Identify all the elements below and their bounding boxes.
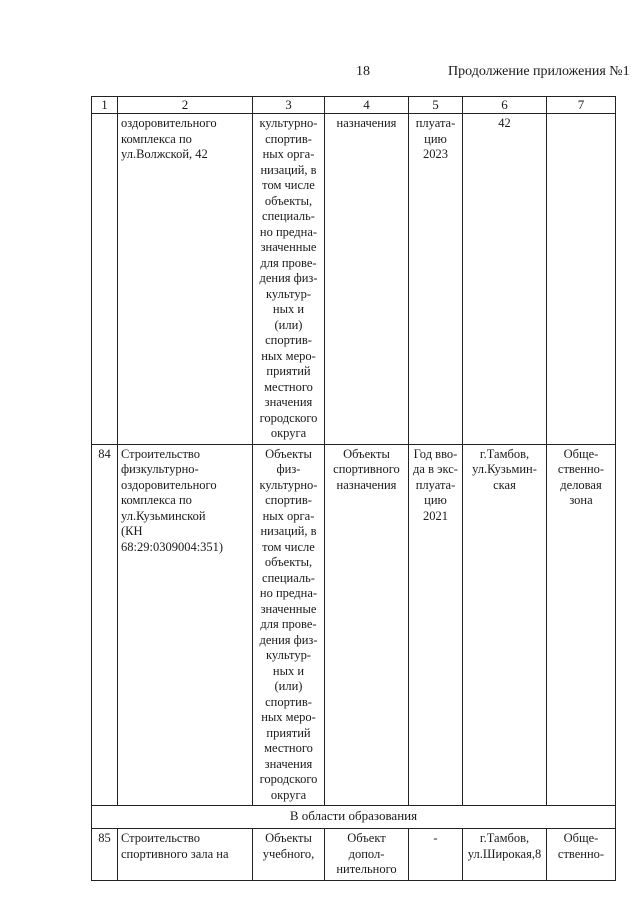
page-number: 18 bbox=[356, 64, 370, 79]
term-cell: Год вво- да в экс- плуата- цию 2021 bbox=[409, 444, 463, 806]
column-header: 2 bbox=[118, 97, 253, 114]
table-row bbox=[92, 829, 616, 881]
column-header: 1 bbox=[92, 97, 118, 114]
column-header: 3 bbox=[253, 97, 325, 114]
object-purpose-cell: Объекты спортивного назначения bbox=[325, 444, 409, 806]
object-type-cell: Объекты физ- культурно- спортив- ных орга- низаций, в том числе объекты, специаль- но предна- значенные для прове- дения физ- культур- ных и (или) спортив- ных меро- приятий местного значения городского округа bbox=[253, 444, 325, 806]
section-title: В области образования bbox=[92, 806, 616, 829]
object-purpose-cell: назначения bbox=[325, 114, 409, 445]
location-cell: г.Тамбов, ул.Кузьмин- ская bbox=[463, 444, 547, 806]
object-name-cell: оздоровительного комплекса по ул.Волжской, 42 bbox=[118, 114, 253, 445]
column-header: 5 bbox=[409, 97, 463, 114]
zone-cell bbox=[547, 114, 616, 445]
row-number-cell: 85 bbox=[92, 829, 118, 881]
row-number-cell: 84 bbox=[92, 444, 118, 806]
zone-cell: Обще- ственно- деловая зона bbox=[547, 444, 616, 806]
section-row bbox=[92, 806, 616, 829]
table-row bbox=[92, 444, 616, 806]
appendix-continuation-label: Продолжение приложения №1 bbox=[448, 64, 630, 79]
object-type-cell: Объекты учебного, bbox=[253, 829, 325, 881]
row-number-cell bbox=[92, 114, 118, 445]
column-header: 4 bbox=[325, 97, 409, 114]
location-cell: 42 bbox=[463, 114, 547, 445]
object-purpose-cell: Объект допол- нительного bbox=[325, 829, 409, 881]
column-header: 7 bbox=[547, 97, 616, 114]
object-name-cell: Строительство физкультурно- оздоровительного комплекса по ул.Кузьминской (КН 68:29:0309004:351) bbox=[118, 444, 253, 806]
zone-cell: Обще- ственно- bbox=[547, 829, 616, 881]
appendix-table bbox=[91, 96, 616, 881]
term-cell: - bbox=[409, 829, 463, 881]
table-row-continued bbox=[92, 114, 616, 445]
column-header: 6 bbox=[463, 97, 547, 114]
table-header-row bbox=[92, 97, 616, 114]
object-type-cell: культурно- спортив- ных орга- низаций, в том числе объекты, специаль- но предна- значенные для прове- дения физ- культур- ных и (или) спортив- ных меро- приятий местного значения городского округа bbox=[253, 114, 325, 445]
term-cell: плуата- цию 2023 bbox=[409, 114, 463, 445]
location-cell: г.Тамбов, ул.Широкая,8 bbox=[463, 829, 547, 881]
object-name-cell: Строительство спортивного зала на bbox=[118, 829, 253, 881]
